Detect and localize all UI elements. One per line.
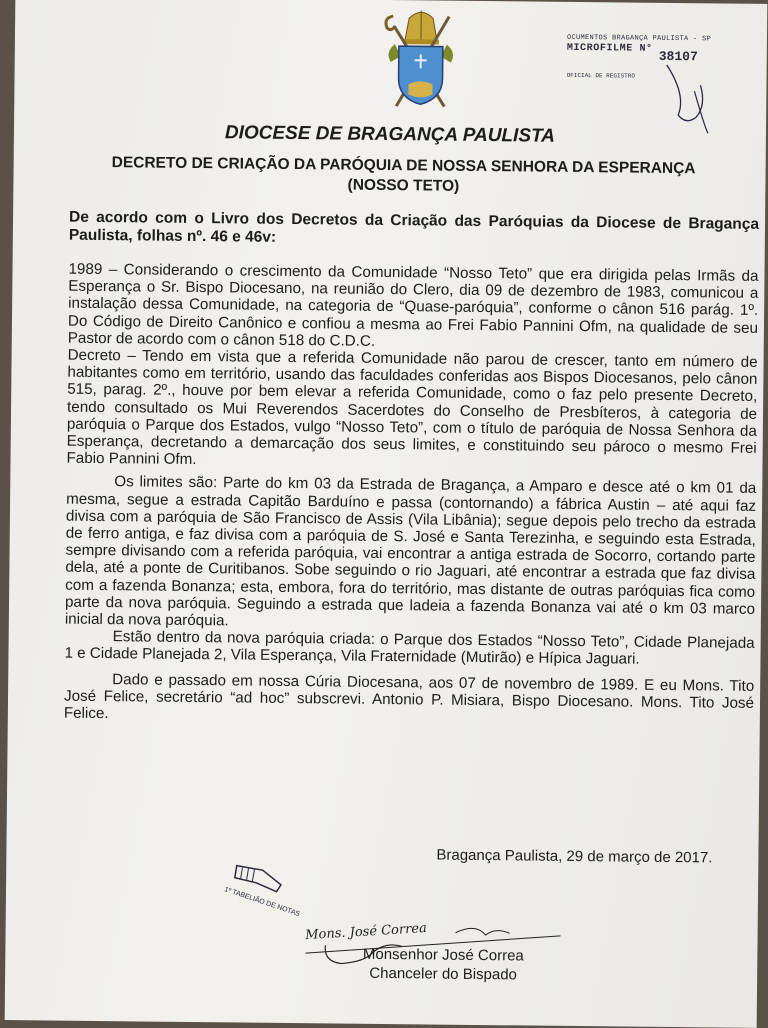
diocese-coat-of-arms-icon xyxy=(374,6,467,117)
stamp-line-3: OFICIAL DE REGISTRO xyxy=(566,71,636,80)
signatory-block xyxy=(343,945,543,985)
signatory-name: Monsenhor José Correa xyxy=(362,945,524,965)
decree-body xyxy=(64,261,759,729)
stamp-number: 38107 xyxy=(658,48,698,65)
signatory-title: Chanceler do Bispado xyxy=(369,964,518,984)
notary-stamp-text: 1º TABELIÃO DE NOTAS xyxy=(223,886,301,919)
date-line: Bragança Paulista, 29 de março de 2017. xyxy=(436,846,713,867)
stamp-line-1: OCUMENTOS BRAGANÇA PAULISTA - SP xyxy=(566,33,712,44)
paragraph-1989: 1989 – Considerando o crescimento da Comunidade “Nosso Teto” que era dirigida pelas Irmãs da Esperança o Sr. Bispo Diocesano, na reunião do Clero, dia 09 de dezembro de 1983, comunicou a instalação dessa Comunidade, na categoria de “Quase-paróquia”, conforme o cânon 516 parág. 1º. Do Código de Direito Canônico e confiou a mesma ao Frei Fabio Pannini Ofm, na qualidade de seu Pastor de acordo com o cânon 518 do C.D.C. xyxy=(67,260,759,350)
paragraph-dado: Dado e passado em nossa Cúria Diocesana, aos 07 de novembro de 1989. E eu Mons. Tito José Felice, secretário “ad hoc” subscrevi. Antonio P. Misiara, Bispo Diocesano. Mons. Tito José Felice. xyxy=(63,670,755,723)
handwritten-signature-text: Mons. José Correa xyxy=(305,920,428,944)
paragraph-areas: Estão dentro da nova paróquia criada: o Parque dos Estados “Nosso Teto”, Cidade Planejada 1 e Cidade Planejada 2, Vila Esperança, Vila Fraternidade (Mutirão) e Hípica Jaguari. xyxy=(64,628,755,669)
notary-stamp-icon xyxy=(216,860,307,921)
decree-title-line-1: DECRETO DE CRIAÇÃO DA PARÓQUIA DE NOSSA SENHORA DA ESPERANÇA xyxy=(111,154,696,178)
paragraph-decreto: Decreto – Tendo em vista que a referida Comunidade não parou de crescer, tanto em número de habitantes como em território, usando das faculdades conferidas aos Bispos Diocesanos, pelo cânon 515, parag. 2º., houve por bem elevar a referida Comunidade, como o faz pelo presente Decreto, tendo consultado os Mui Reverendos Sacerdotes do Conselho de Presbíteros, à categoria de paróquia o Parque dos Estados, vulgo “Nosso Teto”, com o título de paróquia de Nossa Senhora da Esperança, decretando a demarcação dos seus limites, e constituindo seu pároco o mesmo Frei Fabio Pannini Ofm. xyxy=(66,346,758,469)
document-page xyxy=(5,0,768,1028)
handwritten-mark-icon xyxy=(656,55,717,136)
paragraph-limites: Os limites são: Parte do km 03 da Estrada de Bragança, a Amparo e desce até o km 01 da mesma, segue a estrada Capitão Barduíno e passa (contornando) a fábrica Austin – até aqui faz divisa com a paróquia de São Francisco de Assis (Vila Libânia); segue depois pelo trecho da estrada de ferro antiga, e faz divisa com a paróquia de S. José e Santa Terezinha, e seguindo esta Estrada, sempre divisando com a referida paróquia, vai encontrar a antiga estrada de Socorro, cortando parte dela, até a ponte de Curitibanos. Sobe seguindo o rio Jaguari, até encontrar a estrada que faz divisa com a fazenda Bonanza; esta, embora, fora do território, mas distante de outras paróquias fica como parte da nova paróquia. Seguindo a estrada que ladeia a fazenda Bonanza vai até o km 03 marco inicial da nova paróquia. xyxy=(64,473,757,630)
intro-paragraph: De acordo com o Livro dos Decretos da Criação das Paróquias da Diocese de Bragança Paulista, folhas nº. 46 e 46v: xyxy=(68,208,760,246)
stamp-line-2: MICROFILME N° xyxy=(566,42,653,55)
decree-title xyxy=(73,153,733,200)
microfilm-stamp xyxy=(566,34,767,102)
diocese-heading: DIOCESE DE BRAGANÇA PAULISTA xyxy=(224,122,556,147)
decree-title-line-2: (NOSSO TETO) xyxy=(347,176,460,195)
